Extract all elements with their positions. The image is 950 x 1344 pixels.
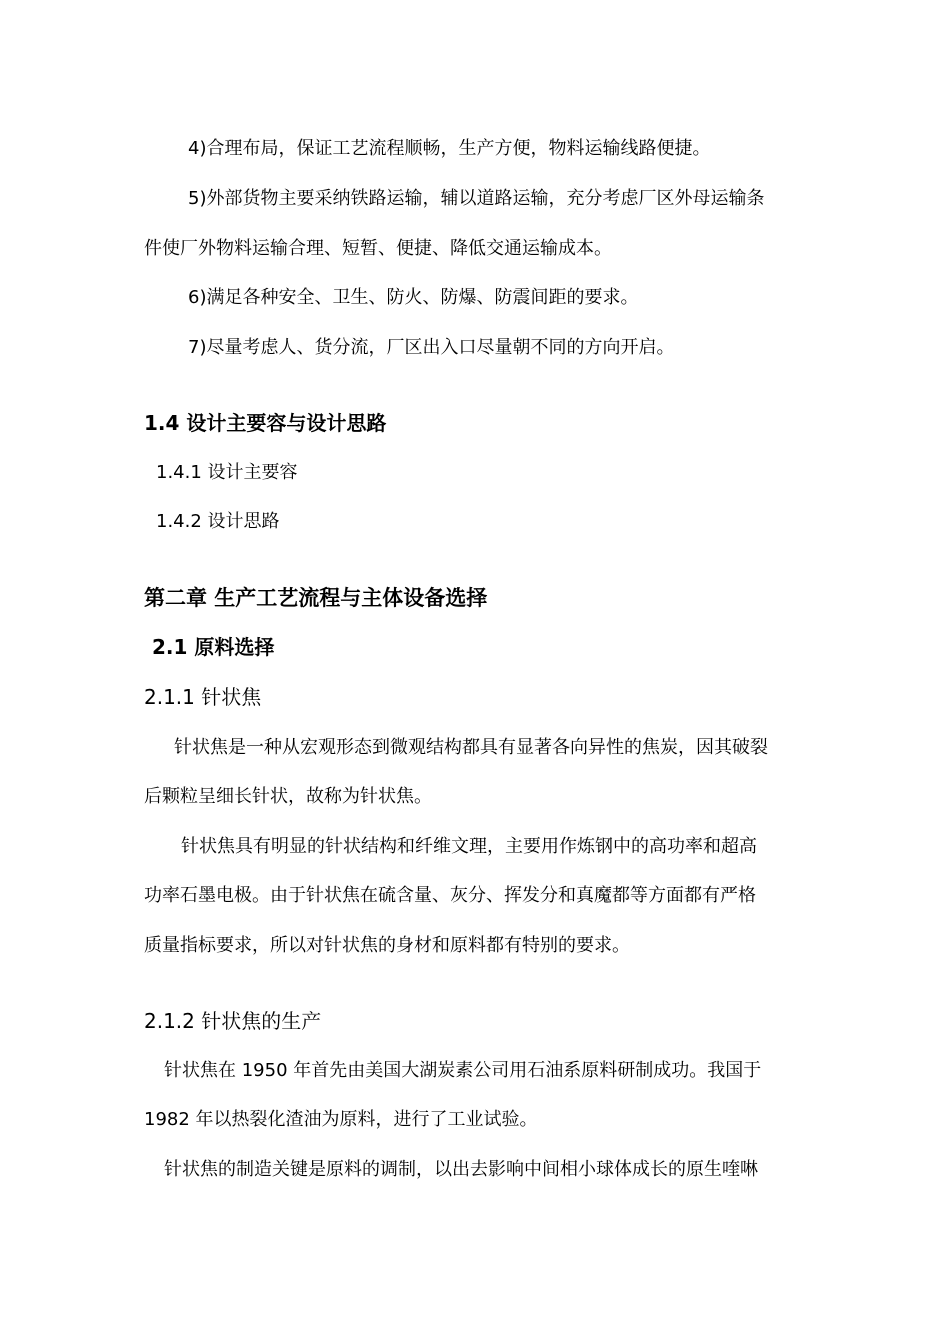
paragraph-2-line-1: 针状焦具有明显的针状结构和纤维文理，主要用作炼钢中的高功率和超高 xyxy=(181,836,757,857)
subsection-heading-2-1-1: 2.1.1 针状焦 xyxy=(144,685,262,709)
paragraph-3-line-2: 1982 年以热裂化渣油为原料，进行了工业试验。 xyxy=(144,1109,538,1130)
paragraph-4-line-1: 针状焦的制造关键是原料的调制，以出去影响中间相小球体成长的原生喹啉 xyxy=(164,1159,758,1180)
paragraph-3-line-1: 针状焦在 1950 年首先由美国大湖炭素公司用石油系原料研制成功。我国于 xyxy=(164,1060,762,1081)
chapter-heading-2: 第二章 生产工艺流程与主体设备选择 xyxy=(144,586,488,610)
paragraph-2-line-3: 质量指标要求，所以对针状焦的身材和原料都有特别的要求。 xyxy=(144,935,630,956)
list-item-4: 4)合理布局，保证工艺流程顺畅，生产方便，物料运输线路便捷。 xyxy=(188,138,711,159)
paragraph-1-line-1: 针状焦是一种从宏观形态到微观结构都具有显著各向异性的焦炭，因其破裂 xyxy=(174,737,768,758)
subsection-heading-2-1-2: 2.1.2 针状焦的生产 xyxy=(144,1009,322,1033)
list-item-7: 7)尽量考虑人、货分流，厂区出入口尽量朝不同的方向开启。 xyxy=(188,337,675,358)
toc-entry-1-4-2: 1.4.2 设计思路 xyxy=(156,511,280,532)
section-heading-2-1: 2.1 原料选择 xyxy=(152,635,275,659)
section-heading-1-4: 1.4 设计主要容与设计思路 xyxy=(144,411,387,435)
list-item-5-line-1: 5)外部货物主要采纳铁路运输，辅以道路运输，充分考虑厂区外母运输条 xyxy=(188,188,765,209)
list-item-6: 6)满足各种安全、卫生、防火、防爆、防震间距的要求。 xyxy=(188,287,639,308)
toc-entry-1-4-1: 1.4.1 设计主要容 xyxy=(156,462,298,483)
paragraph-2-line-2: 功率石墨电极。由于针状焦在硫含量、灰分、挥发分和真魔都等方面都有严格 xyxy=(144,885,756,906)
paragraph-1-line-2: 后颗粒呈细长针状，故称为针状焦。 xyxy=(144,786,432,807)
list-item-5-line-2: 件使厂外物料运输合理、短暂、便捷、降低交通运输成本。 xyxy=(144,238,612,259)
